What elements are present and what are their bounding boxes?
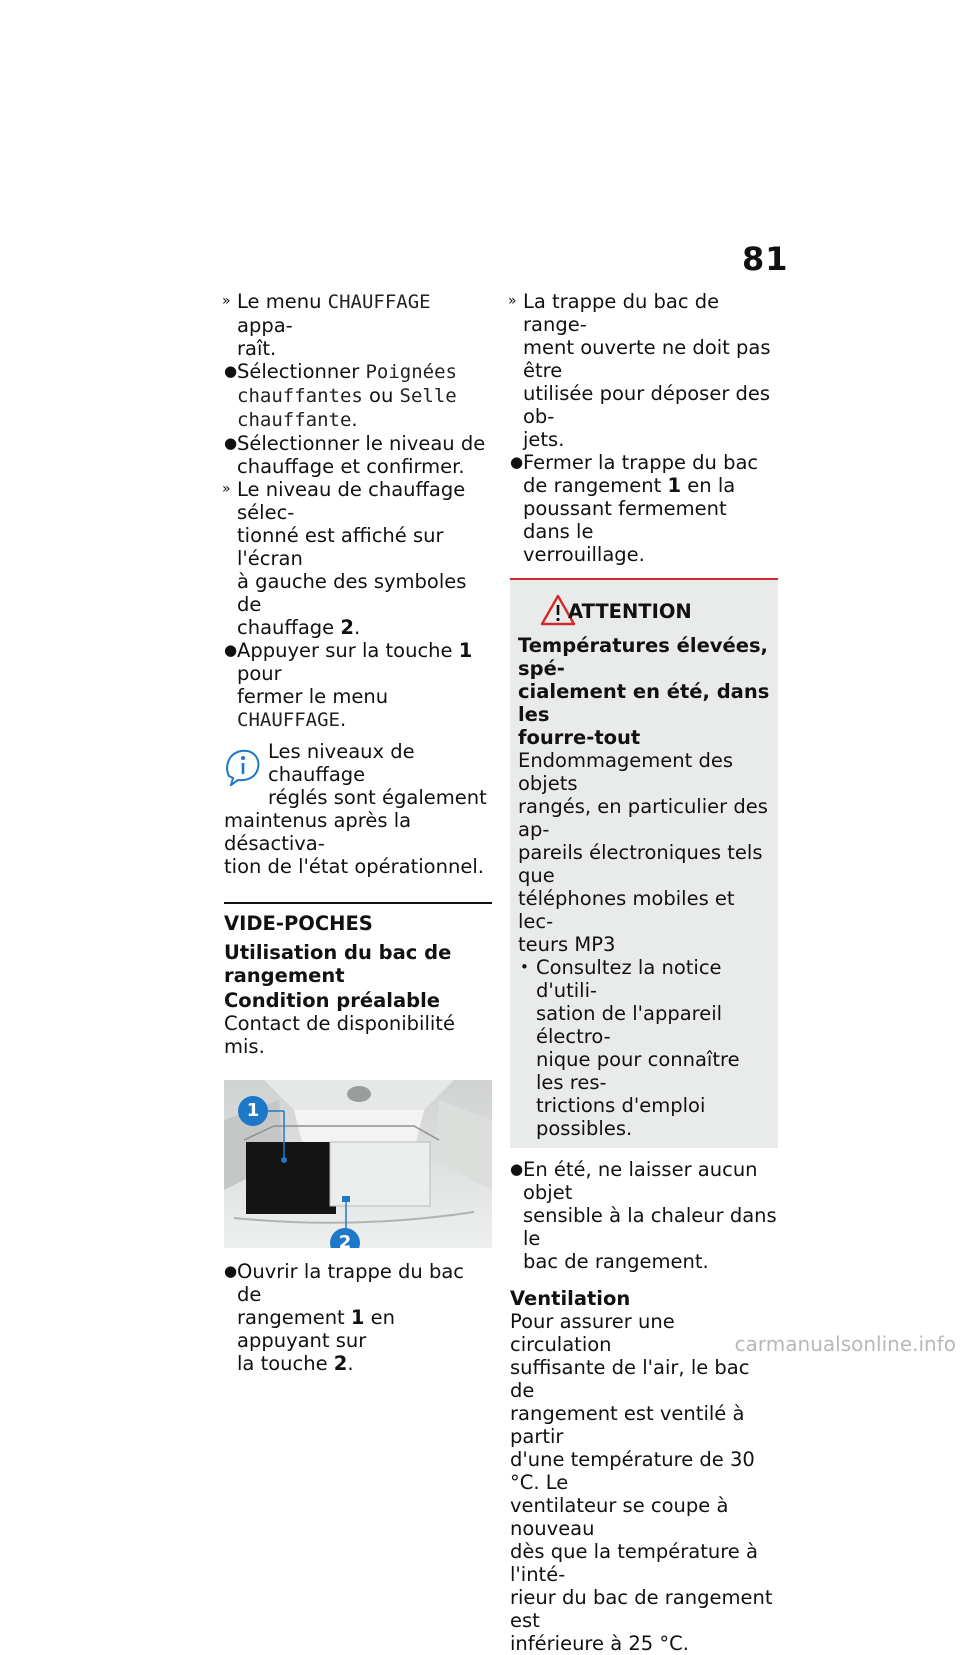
text-segment: utilisée pour déposer des ob-: [523, 382, 771, 428]
left-column: [224, 290, 492, 1375]
subsection-title-line: Utilisation du bac de: [224, 941, 452, 964]
display-text: Selle: [399, 385, 457, 407]
attention-bullet-line: trictions d'emploi possibles.: [536, 1094, 706, 1140]
bullet-dot-icon: •: [520, 958, 529, 976]
attention-title-line: Températures élevées, spé-: [518, 634, 768, 680]
result-arrow-icon: »: [222, 293, 231, 309]
attention-body-line: rangés, en particulier des ap-: [518, 795, 768, 841]
text-line: [237, 455, 492, 478]
text-line: [237, 639, 492, 685]
text-line: [237, 616, 492, 639]
text-segment: jets.: [523, 428, 565, 451]
text-line: [237, 1352, 492, 1375]
text-segment: la touche: [237, 1352, 334, 1375]
text-segment: La trappe du bac de range-: [523, 290, 720, 336]
text-line: [237, 408, 492, 432]
text-segment: à gauche des symboles de: [237, 570, 467, 616]
info-note-line: réglés sont également: [268, 786, 487, 809]
summer-bullet-line: bac de rangement.: [523, 1250, 709, 1273]
text-segment: en appuyant sur: [237, 1306, 396, 1352]
ventilation-line: dès que la température à l'inté-: [510, 1540, 758, 1586]
condition-title: Condition préalable: [224, 989, 440, 1012]
text-segment: ou: [362, 384, 400, 407]
text-segment: Le niveau de chauffage sélec-: [237, 478, 466, 524]
ventilation-title: Ventilation: [510, 1287, 631, 1310]
callout-2: 2: [330, 1228, 360, 1248]
attention-title-line: cialement en été, dans les: [518, 680, 770, 726]
text-line: [237, 570, 492, 616]
display-text: CHAUFFAGE: [237, 709, 340, 731]
text-segment: tionné est affiché sur l'écran: [237, 524, 444, 570]
instruction-list: [224, 290, 492, 732]
reference-number: 2: [340, 616, 354, 639]
reference-number: 1: [667, 474, 682, 497]
ventilation-line: rieur du bac de rangement est: [510, 1586, 773, 1632]
text-line: [523, 451, 778, 474]
result-step: [224, 290, 492, 360]
text-segment: ment ouverte ne doit pas être: [523, 336, 771, 382]
result-arrow-icon: »: [222, 481, 231, 497]
subsection-title: [224, 941, 492, 987]
text-segment: .: [347, 1352, 354, 1375]
text-segment: Appuyer sur la touche: [237, 639, 459, 662]
text-segment: pour: [237, 662, 282, 685]
text-line: [237, 290, 492, 337]
text-segment: verrouillage.: [523, 543, 645, 566]
attention-header: [518, 596, 770, 630]
summer-bullet: [510, 1158, 778, 1273]
page-number: 81: [742, 240, 789, 278]
text-segment: Sélectionner le niveau de: [237, 432, 486, 455]
text-line: [237, 524, 492, 570]
result-step: [510, 290, 778, 451]
attention-body-line: Endommagement des objets: [518, 749, 734, 795]
text-segment: .: [353, 616, 361, 639]
attention-title-line: fourre-tout: [518, 726, 641, 749]
attention-body-line: pareils électroniques tels que: [518, 841, 763, 887]
right-column: [510, 290, 778, 1655]
section-title: VIDE-POCHES: [224, 912, 373, 935]
info-icon: [224, 746, 262, 786]
text-line: [523, 336, 778, 382]
text-line: [237, 337, 492, 360]
text-segment: rangement: [237, 1306, 351, 1329]
ventilation-line: suffisante de l'air, le bac de: [510, 1356, 750, 1402]
attention-bullet-line: nique pour connaître les res-: [536, 1048, 740, 1094]
attention-body-line: teurs MP3: [518, 933, 616, 956]
storage-compartment-figure: [224, 1080, 492, 1248]
subsection-title-line: rangement: [224, 964, 345, 987]
text-segment: chauffage et confirmer.: [237, 455, 465, 478]
attention-bullet-line: Consultez la notice d'utili-: [536, 956, 722, 1002]
attention-title: [518, 634, 770, 749]
summer-bullet-line: sensible à la chaleur dans le: [523, 1204, 777, 1250]
text-segment: Ouvrir la trappe du bac de: [237, 1260, 465, 1306]
bullet-dot-icon: ●: [510, 453, 524, 471]
section-divider: [224, 902, 492, 904]
text-segment: chauffage: [237, 616, 341, 639]
ventilation-line: rangement est ventilé à partir: [510, 1402, 745, 1448]
text-line: [237, 432, 492, 455]
watermark: carmanualsonline.info: [734, 1332, 956, 1356]
text-segment: raît.: [237, 337, 277, 360]
action-step: [510, 451, 778, 566]
text-line: [523, 543, 778, 566]
ventilation-line: inférieure à 25 °C.: [510, 1632, 689, 1655]
text-segment: Fermer la trappe du bac: [523, 451, 759, 474]
ventilation-line: d'une température de 30 °C. Le: [510, 1448, 755, 1494]
text-segment: en la: [681, 474, 736, 497]
bullet-dot-icon: ●: [224, 362, 238, 380]
text-line: [523, 290, 778, 336]
text-line: [523, 497, 778, 543]
text-segment: appa-: [237, 314, 293, 337]
text-line: [237, 360, 492, 384]
reference-number: 1: [350, 1306, 365, 1329]
instruction-list: [510, 290, 778, 566]
text-segment: poussant fermement dans le: [523, 497, 727, 543]
text-line: [523, 474, 778, 497]
action-step: [224, 639, 492, 732]
reference-number: 1: [458, 639, 473, 662]
display-text: chauffante: [237, 409, 352, 431]
attention-body-line: téléphones mobiles et lec-: [518, 887, 735, 933]
bullet-dot-icon: ●: [224, 1262, 238, 1280]
summer-bullet-line: En été, ne laisser aucun objet: [523, 1158, 758, 1204]
info-note-line: maintenus après la désactiva-: [224, 809, 412, 855]
attention-bullet-line: sation de l'appareil électro-: [536, 1002, 723, 1048]
display-text: Poignées: [365, 361, 457, 383]
text-segment: .: [351, 408, 358, 431]
display-text: chauffantes: [237, 385, 363, 407]
bullet-dot-icon: ●: [224, 434, 238, 452]
result-step: [224, 478, 492, 639]
bullet-dot-icon: ●: [224, 641, 238, 659]
info-note-line: tion de l'état opérationnel.: [224, 855, 484, 878]
text-segment: .: [339, 708, 347, 731]
action-step: [224, 432, 492, 478]
text-line: [523, 428, 778, 451]
attention-bullet: [518, 956, 770, 1140]
text-segment: Sélectionner: [237, 360, 366, 383]
text-segment: de rangement: [523, 474, 668, 497]
reference-number: 2: [333, 1352, 348, 1375]
text-line: [523, 382, 778, 428]
text-line: [237, 478, 492, 524]
attention-label: ATTENTION: [568, 600, 692, 623]
text-line: [237, 1260, 492, 1306]
open-compartment-step: [224, 1260, 492, 1375]
text-segment: Le menu: [237, 290, 328, 313]
text-segment: fermer le menu: [237, 685, 389, 708]
info-note-line: Les niveaux de chauffage: [268, 740, 415, 786]
attention-box: [510, 578, 778, 1148]
result-arrow-icon: »: [508, 293, 517, 309]
text-line: [237, 1306, 492, 1352]
callout-1: 1: [238, 1096, 268, 1126]
text-line: [237, 685, 492, 732]
bullet-dot-icon: ●: [510, 1160, 524, 1178]
condition-text: Contact de disponibilité mis.: [224, 1012, 455, 1058]
ventilation-line: ventilateur se coupe à nouveau: [510, 1494, 729, 1540]
display-text: CHAUFFAGE: [327, 291, 431, 313]
text-line: [237, 384, 492, 408]
action-step: [224, 360, 492, 432]
info-note: [224, 740, 492, 878]
attention-body: [518, 749, 770, 956]
ventilation-line: Pour assurer une circulation: [510, 1310, 675, 1356]
